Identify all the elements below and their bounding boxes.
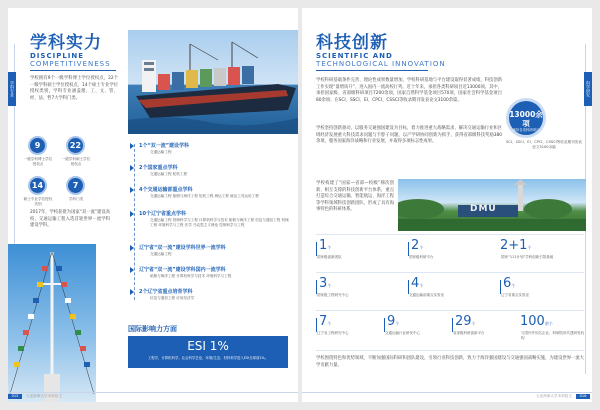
stat-number — [319, 238, 331, 253]
triangle-bullet-icon — [130, 289, 134, 295]
flags-illustration — [8, 244, 96, 402]
stat-label: 辽宁省工程研究中心 — [317, 331, 349, 335]
right-page — [302, 8, 592, 402]
section-title-en: SCIENTIFIC AND — [316, 52, 393, 60]
section-subtitle-en: TECHNOLOGICAL INNOVATION — [316, 60, 446, 68]
discipline-item-body: 交通运输工程 — [150, 150, 172, 154]
journal-note: SCI、SSCI、EI、CPCI、CSSCI等收录期刊发表论文3100余篇 — [506, 140, 582, 149]
stat-number — [455, 314, 476, 329]
discipline-item-body: 信息与通信工程 应用经济学 — [150, 296, 195, 300]
intro-paragraph: 学校拥有9个一级学科博士学位授权点，22个一级学科硕士学位授权点，14个硕士专业学位授权类别，学科专业涵盖理、工、文、管、经、法、哲7大学科门类。 — [30, 76, 118, 101]
discipline-item-body: 交通运输工程 轮机工程 — [150, 172, 188, 176]
stat-number — [319, 276, 331, 291]
stat-value: 6 — [503, 276, 512, 291]
triangle-bullet-icon — [130, 245, 134, 251]
stat-unit: 个 — [511, 283, 516, 288]
esi-section-title: 国际影响力方面 — [128, 325, 177, 333]
stat-cell — [408, 238, 488, 268]
stat-unit: 个 — [327, 245, 332, 250]
stat-circle-label: 硕士专业学位授权类别 — [23, 197, 53, 206]
stat-cell — [316, 238, 396, 268]
stat-number — [520, 314, 553, 329]
research-paragraph: 学校科研基础条件完善、理论性成果数量增加，学校科研基地与平台建设取得显著成绩，科技创新工作实现“量增质升”，进入国内一流高校行列。近十年来，承担各类科研项目近13000项。其中，承担国家级、省部级科研项目7200余项，国家自然科学基金项目570项，国家社会科学基金项目80余项；在SCI、SSCI、EI、CPCI、CSSCI等收录期刊发表论文3100余篇。 — [316, 78, 502, 103]
page-footer — [302, 392, 592, 398]
projects-label: 承担各类科研项目 — [512, 128, 540, 132]
stat-number — [387, 314, 399, 329]
stat-divider — [316, 310, 584, 311]
stat-label: 国家级创新团队 — [317, 255, 342, 259]
discipline-item — [130, 288, 290, 308]
stat-cell — [316, 276, 396, 306]
platform-paragraph: 学校构建了“国家—省部—校级”梯次创新、相互支撑的科技创新平台体系，重点打造综合交通运输、智能航运、海洋工程等学科领域科技创新团队，形成了具有海事特色的科研体系。 — [316, 181, 394, 213]
stat-unit: 个 — [419, 283, 424, 288]
stat-value: 4 — [411, 276, 420, 291]
section-side-tab: 学科专业 — [8, 72, 16, 106]
stat-circle-label: 一级学科博士学位授权点 — [23, 157, 53, 166]
page-number: 016 — [576, 394, 590, 399]
page-footer — [8, 392, 298, 398]
triangle-bullet-icon — [130, 187, 134, 193]
stat-label: 国家“111计划”学科创新引智基地 — [501, 255, 554, 259]
triangle-bullet-icon — [130, 211, 134, 217]
projects-bubble — [509, 101, 543, 135]
triangle-bullet-icon — [130, 165, 134, 171]
closing-paragraph: 学校围绕特色和优势领域，不断加强国际科研和团队建设，引领行业科技创新，致力于海洋强国建设与交通强国战略实施，为建设世界一流大学贡献力量。 — [316, 356, 584, 368]
discipline-item — [130, 244, 290, 264]
esi-value: ESI 1% — [187, 339, 229, 353]
dmu-sign: DMU — [470, 204, 497, 214]
stat-circle-master: 22 — [66, 136, 85, 155]
stat-unit: 个 — [327, 321, 332, 326]
ship-illustration — [128, 30, 298, 134]
discipline-item-body: 交通运输工程 管理科学与工程 计算机科学与技术 船舶与海洋工程 信息与通信工程 机械工程 环境科学与工程 法学 马克思主义理论 控制科学与工程 — [150, 218, 289, 227]
discipline-item-title: 1个“双一流”建设学科 — [139, 143, 190, 149]
discipline-item — [130, 266, 290, 286]
section-side-tab: 科学研究 — [584, 72, 592, 106]
triangle-bullet-icon — [130, 267, 134, 273]
title-rule — [316, 70, 428, 71]
stat-cell — [316, 314, 376, 344]
stat-bar-mark — [452, 318, 453, 332]
section-title: 科技创新 — [316, 33, 388, 53]
stat-value: 2 — [411, 238, 420, 253]
stat-value: 7 — [319, 314, 328, 329]
stat-number — [500, 238, 531, 253]
stat-bar-mark — [408, 280, 409, 294]
stat-divider — [316, 272, 584, 273]
campus-sign-photo — [398, 179, 586, 231]
discipline-item — [130, 164, 290, 184]
stat-unit: 个 — [419, 245, 424, 250]
discipline-item — [130, 210, 290, 240]
discipline-item-body: 交通运输工程 — [150, 252, 172, 256]
stat-label: 交通运输部重点实验室 — [409, 293, 444, 297]
triangle-bullet-icon — [130, 143, 134, 149]
stat-bar-mark — [316, 280, 317, 294]
stat-number — [503, 276, 515, 291]
discipline-item-title: 辽宁省“双一流”建设学科世界一流学科 — [139, 245, 226, 251]
section-title: 学科实力 — [30, 33, 102, 53]
page-number: 015 — [8, 394, 22, 399]
stat-divider — [316, 350, 584, 351]
signal-flags-photo — [8, 244, 96, 402]
stat-number — [319, 314, 331, 329]
stat-label: 与国内外知名企业、科研院所共建研发机构 — [521, 331, 584, 340]
double-first-paragraph: 2017年，学校获批为国家“双一流”建设高校，交通运输工程入选首轮世界一流学科建设学科。 — [30, 210, 110, 229]
stat-unit: 个 — [471, 321, 476, 326]
stat-value: 1 — [319, 238, 328, 253]
stat-circle-disciplines: 7 — [66, 176, 85, 195]
esi-panel — [128, 336, 288, 368]
stat-label: 辽宁省重点实验室 — [501, 293, 529, 297]
stat-unit: 余个 — [544, 321, 553, 326]
stat-bar-mark — [500, 280, 501, 294]
stat-value: 9 — [387, 314, 396, 329]
discipline-item-title: 10个辽宁省重点学科 — [139, 211, 186, 217]
discipline-item-title: 2个辽宁省重点培育学科 — [139, 289, 193, 295]
esi-description: 工程学、计算机科学、社会科学总论、环境/生态、材料科学进入ESI全球前1%。 — [147, 356, 269, 360]
stat-bar-mark — [408, 242, 409, 256]
stat-value: 2+1 — [500, 238, 528, 253]
stat-circle-phd: 9 — [28, 136, 47, 155]
section-subtitle-en: COMPETITIVENESS — [30, 60, 111, 68]
discipline-item-title: 4个交通运输部重点学科 — [139, 187, 193, 193]
innovation-paragraph: 学校坚持创新驱动，以服务交通强国建设为目标，着力推进重大战略需求，解决交通运输行业和区域经济发展重大科技需求问题与卡脖子问题，以产学研协同创新为抓手，获得省部级科技奖励380余项，服务国家海洋战略和行业发展，并取得多项标志性成果。 — [316, 126, 502, 145]
stat-label: 国家级科研平台 — [409, 255, 434, 259]
section-title-en: DISCIPLINE — [30, 52, 85, 60]
stat-circle-label: 一级学科硕士学位授权点 — [61, 157, 91, 166]
stat-value: 100 — [520, 314, 545, 329]
stat-circle-professional: 14 — [28, 176, 47, 195]
footer-text: 大连海事大学本科招生 — [26, 394, 62, 398]
discipline-item-title: 2个国家重点学科 — [139, 165, 178, 171]
stat-cell — [452, 314, 512, 344]
stat-divider — [316, 234, 584, 235]
discipline-item-body: 交通运输工程 船舶与海洋工程 轮机工程 海运工程 载运工具运用工程 — [150, 194, 259, 198]
stat-value: 3 — [319, 276, 328, 291]
stat-label: 省部级科研创新平台 — [453, 331, 485, 335]
stat-number — [411, 276, 423, 291]
stat-label: 交通运输行业研发中心 — [385, 331, 420, 335]
discipline-item — [130, 186, 290, 206]
stat-label: 国家级工程研究中心 — [317, 293, 349, 297]
stat-value: 29 — [455, 314, 472, 329]
discipline-item-title: 辽宁省“双一流”建设学科国内一流学科 — [139, 267, 226, 273]
stat-cell — [408, 276, 488, 306]
stat-unit: 个 — [395, 321, 400, 326]
stat-bar-mark — [384, 318, 385, 332]
projects-count: 13000余项 — [509, 110, 543, 128]
stat-bar-mark — [316, 318, 317, 332]
discipline-item — [130, 142, 290, 162]
stat-circle-label: 学科门类 — [68, 197, 84, 201]
stat-cell — [500, 238, 584, 268]
discipline-item-body: 船舶与海洋工程 计算机科学与技术 环境科学与工程 — [150, 274, 232, 278]
stat-bar-mark — [316, 242, 317, 256]
stat-number — [411, 238, 423, 253]
stat-unit: 个 — [527, 245, 532, 250]
stat-cell — [384, 314, 444, 344]
left-page — [8, 8, 298, 402]
footer-text: 大连海事大学本科招生 — [536, 394, 572, 398]
title-rule — [30, 70, 116, 71]
container-ship-photo — [128, 30, 298, 134]
stat-unit: 个 — [327, 283, 332, 288]
stat-cell — [520, 314, 586, 344]
stat-cell — [500, 276, 584, 306]
